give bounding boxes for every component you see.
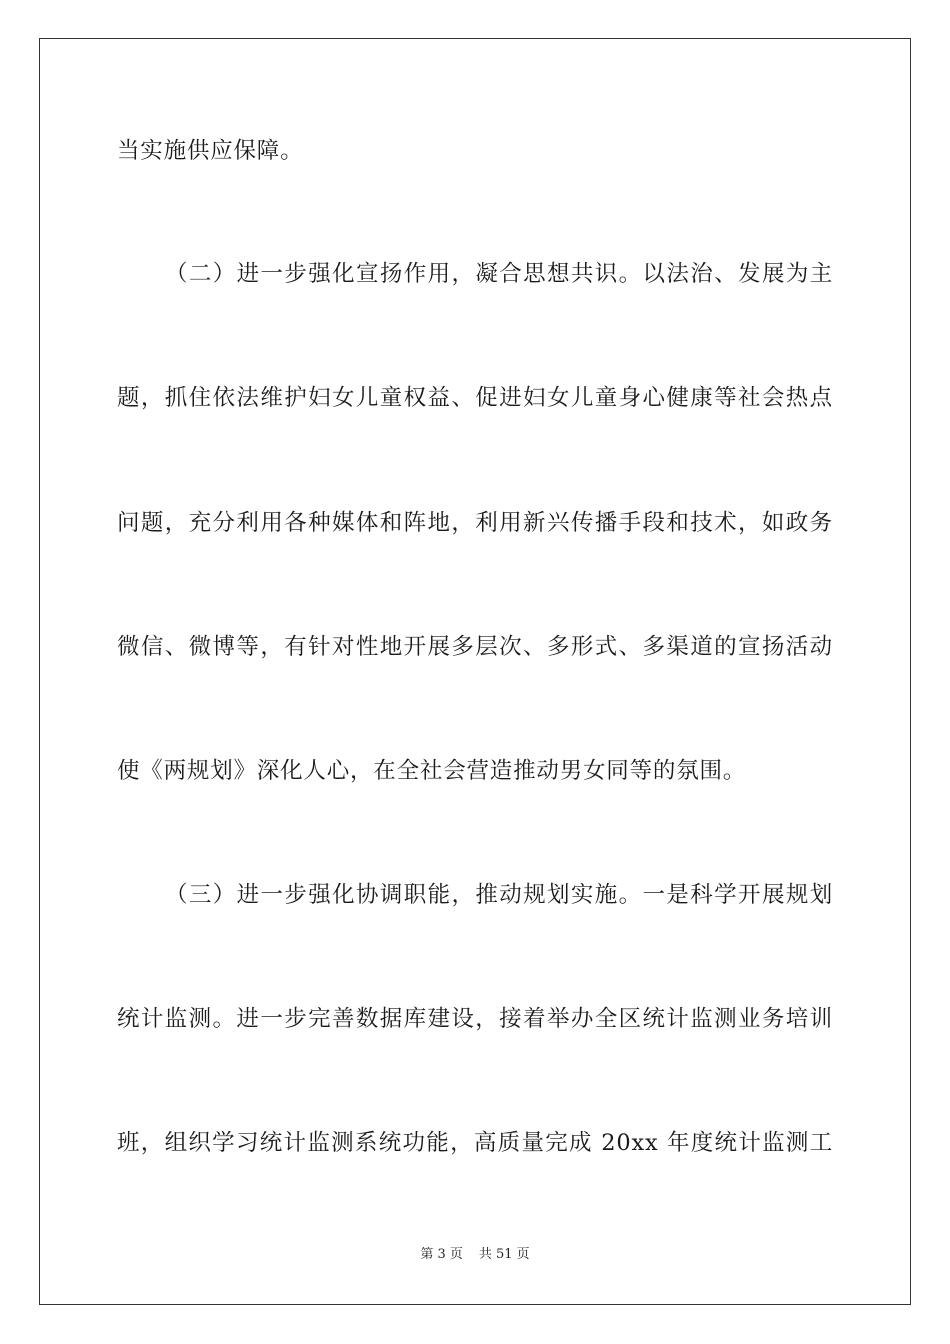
- page-footer: [0, 1246, 950, 1264]
- paragraph-line: （二）进一步强化宣扬作用，凝合思想共识。以法治、发展为主: [165, 261, 833, 287]
- paragraph-line: 微信、微博等，有针对性地开展多层次、多形式、多渠道的宣扬活动: [117, 634, 833, 660]
- paragraph-line: （三）进一步强化协调职能，推动规划实施。一是科学开展规划: [165, 882, 833, 908]
- paragraph-line: 题，抓住依法维护妇女儿童权益、促进妇女儿童身心健康等社会热点: [117, 385, 833, 411]
- paragraph-line: 使《两规划》深化人心，在全社会营造推动男女同等的氛围。: [117, 758, 747, 784]
- page-number: 第 3 页: [420, 1247, 463, 1262]
- paragraph-line: 当实施供应保障。: [117, 138, 304, 164]
- paragraph-line: 问题，充分利用各种媒体和阵地，利用新兴传播手段和技术，如政务: [117, 510, 833, 536]
- page-total: 共 51 页: [478, 1247, 530, 1262]
- page-border: [39, 38, 911, 1305]
- paragraph-line: 班，组织学习统计监测系统功能，高质量完成 20xx 年度统计监测工: [117, 1130, 833, 1156]
- paragraph-line: 统计监测。进一步完善数据库建设，接着举办全区统计监测业务培训: [117, 1006, 833, 1032]
